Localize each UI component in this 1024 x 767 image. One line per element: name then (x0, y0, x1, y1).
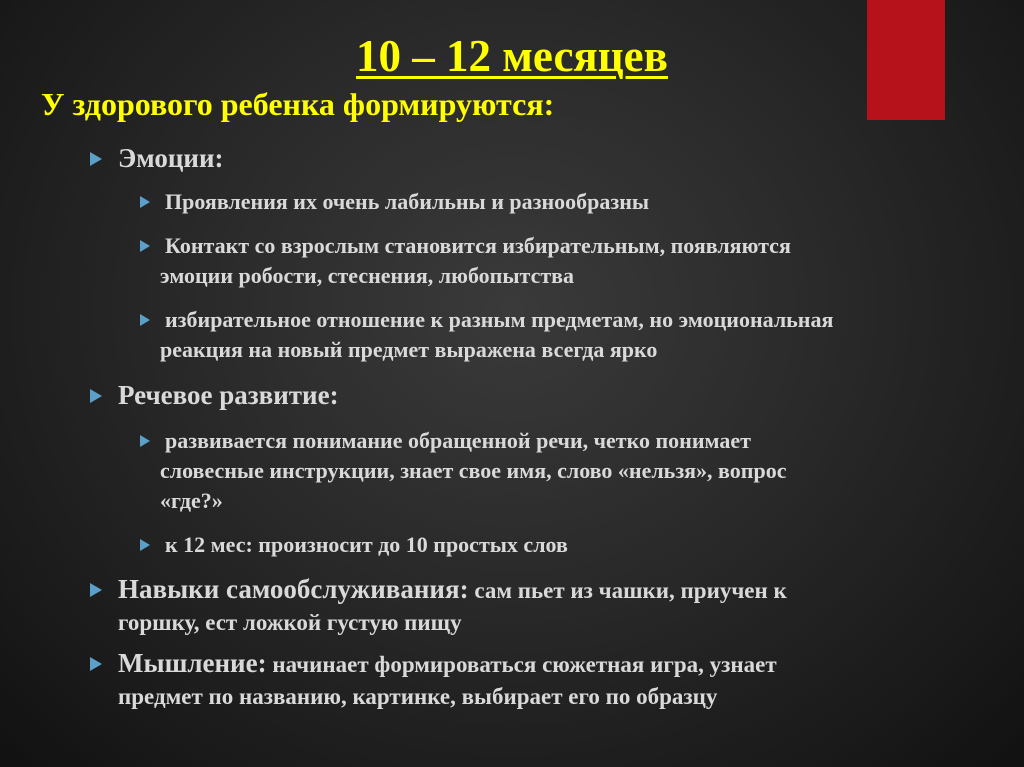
slide-title-text: 10 – 12 месяцев (356, 31, 668, 81)
bullet-arrow-icon (140, 435, 150, 447)
bullet-arrow-icon (90, 152, 102, 166)
section-text-line2: горшку, ест ложкой густую пищу (118, 610, 462, 635)
bullet-arrow-icon (140, 314, 150, 326)
bullet-arrow-icon (90, 657, 102, 671)
list-item: избирательное отношение к разным предметам, но эмоциональная реакция на новый предмет выражена всегда ярко (160, 307, 834, 362)
bullet-arrow-icon (140, 539, 150, 551)
bullet-arrow-icon (140, 196, 150, 208)
slide-subtitle: У здорового ребенка формируются: (41, 86, 555, 122)
bullet-arrow-icon (140, 240, 150, 252)
bullet-arrow-icon (90, 389, 102, 403)
section-heading: Навыки самообслуживания: (118, 574, 469, 604)
list-item: развивается понимание обращенной речи, четко понимает словесные инструкции, знает свое имя, слово «нельзя», вопрос «где?» (160, 428, 787, 513)
section-self-care (118, 573, 787, 639)
list-item: к 12 мес: произносит до 10 простых слов (165, 532, 568, 557)
section-text-line2: предмет по названию, картинке, выбирает его по образцу (118, 684, 718, 709)
section-speech (118, 379, 339, 412)
list-item: Контакт со взрослым становится избирательным, появляются эмоции робости, стеснения, любопытства (160, 233, 791, 288)
list-item: Проявления их очень лабильны и разнообразны (165, 189, 650, 214)
section-thinking (118, 647, 777, 713)
section-text: начинает формироваться сюжетная игра, узнает (266, 652, 777, 677)
bullet-arrow-icon (90, 583, 102, 597)
section-heading: Мышление: (118, 648, 267, 678)
section-heading: Эмоции: (118, 143, 224, 173)
section-text: сам пьет из чашки, приучен к (468, 578, 787, 603)
section-heading: Речевое развитие: (118, 380, 339, 410)
section-emotions (118, 142, 224, 175)
